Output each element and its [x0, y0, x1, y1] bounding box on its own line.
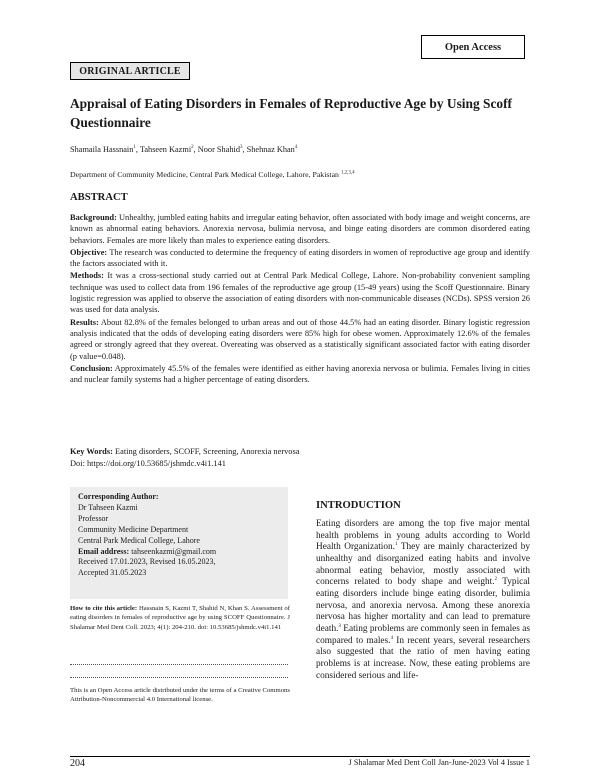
abstract-background	[70, 212, 530, 246]
journal-citation: J Shalamar Med Dent Coll Jan-June-2023 Vol 4 Issue 1	[348, 758, 530, 767]
affiliation	[70, 170, 530, 179]
corresponding-name: Dr Tahseen Kazmi	[78, 502, 138, 512]
intro-sentence: In recent years, several researchers also suggested that the ratio of men having eating problems is at increase. Now, these eating problems are considered serious and life-	[316, 635, 531, 681]
intro-sentence: Eating problems are commonly seen in females as compared to males.	[316, 623, 530, 646]
doi-link[interactable]: Doi: https://doi.org/10.53685/jshmdc.v4i1.141	[70, 459, 226, 468]
citation-ref: 1	[394, 542, 398, 548]
abstract-conclusion	[70, 363, 530, 386]
introduction-heading: INTRODUCTION	[316, 500, 401, 511]
conclusion-text: Approximately 45.5% of the females were identified as either having anorexia nervosa or bulimia. Females living in cities and nuclear family systems had a higher percentage of eating disorders.	[70, 363, 530, 385]
abstract-heading: ABSTRACT	[70, 192, 128, 203]
objective-label: Objective:	[70, 247, 108, 257]
citation-ref: 4	[390, 635, 393, 641]
received-dates: Received 17.01.2023, Revised 16.05.2023,	[78, 557, 216, 567]
objective-text: The research was conducted to determine the frequency of eating disorders in women of reproductive age group and identify the factors associated with it.	[70, 247, 530, 269]
introduction-text	[316, 519, 530, 682]
keywords-label: Key Words:	[70, 447, 113, 456]
abstract-methods	[70, 270, 530, 315]
author-name: Tahseen Kazmi	[139, 145, 192, 154]
abstract-body	[70, 212, 530, 386]
corresponding-heading: Corresponding Author:	[78, 492, 159, 501]
citation-ref: 3	[338, 623, 341, 629]
corresponding-department: Community Medicine Department	[78, 524, 189, 534]
author-name: Noor Shahid	[197, 145, 240, 154]
citation-block	[70, 604, 290, 632]
citation-ref: 2	[494, 577, 498, 583]
email-link[interactable]: tahseenkazmi@gmail.com	[131, 546, 217, 556]
conclusion-label: Conclusion:	[70, 363, 113, 373]
author-sup: 2	[191, 145, 194, 151]
article-title: Appraisal of Eating Disorders in Females of Reproductive Age by Using Scoff Questionnaire	[70, 96, 513, 130]
affiliation-text: Department of Community Medicine, Central Park Medical College, Lahore, Pakistan	[70, 170, 339, 179]
author-name: Shamaila Hassnain	[70, 145, 134, 154]
page-number: 204	[70, 758, 85, 769]
affiliation-sup: 1,2,3,4	[340, 170, 355, 176]
citation-label: How to cite this article:	[70, 605, 138, 612]
article-type-badge: ORIGINAL ARTICLE	[70, 62, 190, 80]
license-note: This is an Open Access article distributed under the terms of a Creative Commons Attribution-Noncommercial 4.0 International license.	[70, 687, 290, 704]
corresponding-institution: Central Park Medical College, Lahore	[78, 535, 200, 545]
author-sup: 1	[133, 145, 136, 151]
intro-sentence: Typical eating disorders include binge eating disorder, bulimia nervosa, and anorexia nervosa. Among these anorexia nervosa has higher mortality and can lead to premature death.	[316, 577, 530, 634]
results-label: Results:	[70, 317, 99, 327]
results-text: About 82.8% of the females belonged to urban areas and out of those 44.5% had an eating disorder. Binary logistic regression analysis indicated that the odds of developing eating disorders were 85% high for obese women. Approximately 12.6% of the females agreed or strongly agreed that they overeat. Overeating was observed as a statistically significant associated factor with eating disorder (p value=0.048).	[70, 317, 530, 361]
intro-sentence: They are mainly characterized by unhealthy and disorganized eating habits and involve abnormal eating behavior, mostly associated with concerns related to body shape and weight.	[316, 542, 530, 588]
footer-rule	[70, 756, 530, 757]
corresponding-author-box	[70, 487, 288, 599]
author-name: Shehnaz Khan	[246, 145, 295, 154]
citation-text: Hassnain S, Kazmi T, Shahid N, Khan S. Assessment of eating disorders in females of reproductive age by using SCOFF Questionnaire. J Shalamar Med Dent Coll. 2023; 4(1): 204-210. doi: 10.53685/jshmdc.v4i1.141	[70, 605, 290, 631]
keywords	[70, 446, 530, 458]
corresponding-email-line	[78, 547, 288, 558]
email-label: Email address:	[78, 546, 130, 556]
author-list: Shamaila Hassnain$^1$, Tahseen Kazmi$^2$, Noor Shahid$^3$, Shehnaz Khan$^4$	[70, 145, 298, 154]
divider	[70, 664, 288, 665]
keywords-text: Eating disorders, SCOFF, Screening, Anorexia nervosa	[114, 447, 300, 456]
accepted-date: Accepted 31.05.2023	[78, 568, 147, 578]
abstract-results	[70, 317, 530, 362]
corresponding-position: Professor	[78, 513, 109, 523]
author-sup: 3	[239, 145, 243, 151]
abstract-objective	[70, 247, 530, 270]
author-sup: 4	[294, 145, 298, 151]
background-label: Background:	[70, 213, 117, 222]
divider	[70, 677, 288, 678]
methods-text: It was a cross-sectional study carried out at Central Park Medical College, Lahore. Non-probability convenient sampling technique was used to collect data from 196 females of the reproductive age group (15-49 years) using the Scoff Questionnaire. Binary logistic regression was applied to observe the association of eating disorders with non-communicable diseases (NCDs). SPSS version 26 was used for data analysis.	[70, 271, 530, 315]
intro-sentence: Eating disorders are among the top five major mental health problems in young adults according to World Health Organization.	[316, 519, 530, 553]
open-access-badge: Open Access	[421, 35, 525, 59]
methods-label: Methods:	[70, 271, 104, 281]
background-text: Unhealthy, jumbled eating habits and irregular eating behavior, often associated with body image and weight concerns, are known as abnormal eating behaviors. Anorexia nervosa, bulimia nervosa, and binge eating disorders are common disordered eating behaviors. Females are more likely than males to experience eating disorders.	[70, 213, 530, 245]
